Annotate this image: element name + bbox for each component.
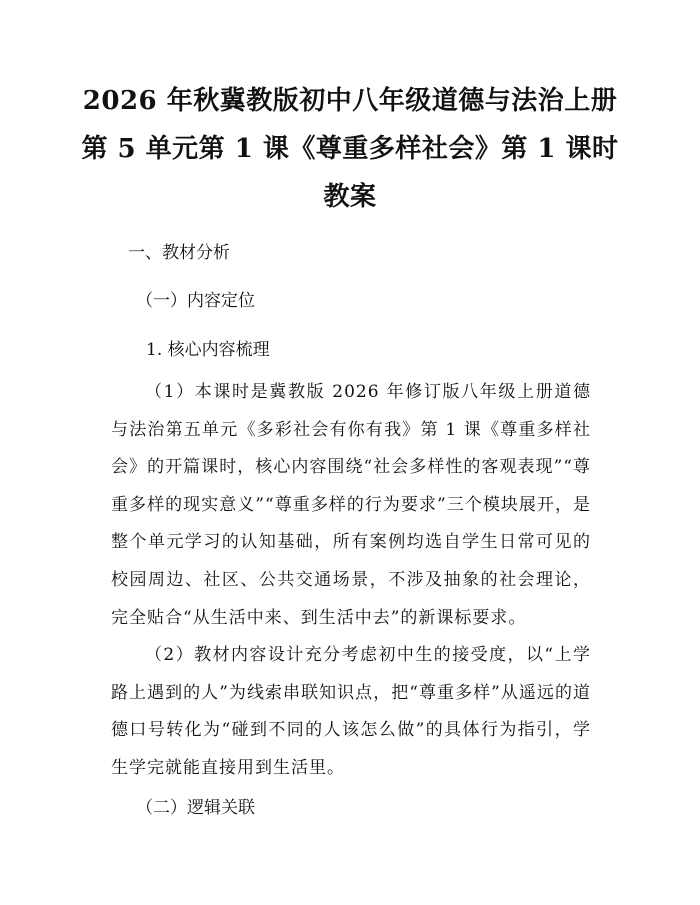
document-title-line-3: 教案: [323, 182, 377, 212]
document-title-line-1: 2026 年秋冀教版初中八年级道德与法治上册: [82, 86, 618, 116]
document-title-line-2: 第 5 单元第 1 课《尊重多样社会》第 1 课时: [81, 134, 619, 164]
section-heading-materials-analysis: 一、教材分析: [128, 243, 230, 263]
subsection-heading-logical-connection: （二）逻辑关联: [136, 798, 255, 818]
paragraph-2: （2）教材内容设计充分考虑初中生的接受度，以“上学路上遇到的人”为线索串联知识点，把“尊重多样”从遥远的道德口号转化为“碰到不同的人该怎么做”的具体行为指引，学生学完就能直接用到生活里。: [111, 645, 591, 778]
item-heading-core-content: 1. 核心内容梳理: [146, 340, 270, 360]
subsection-heading-content-positioning: （一）内容定位: [136, 291, 255, 311]
paragraph-1: （1）本课时是冀教版 2026 年修订版八年级上册道德与法治第五单元《多彩社会有你有我》第 1 课《尊重多样社会》的开篇课时，核心内容围绕“社会多样性的客观表现”“尊重多样的现实意义”“尊重多样的行为要求”三个模块展开，是整个单元学习的认知基础，所有案例均选自学生日常可见的校园周边、社区、公共交通场景，不涉及抽象的社会理论，完全贴合“从生活中来、到生活中去”的新课标要求。: [111, 382, 591, 628]
